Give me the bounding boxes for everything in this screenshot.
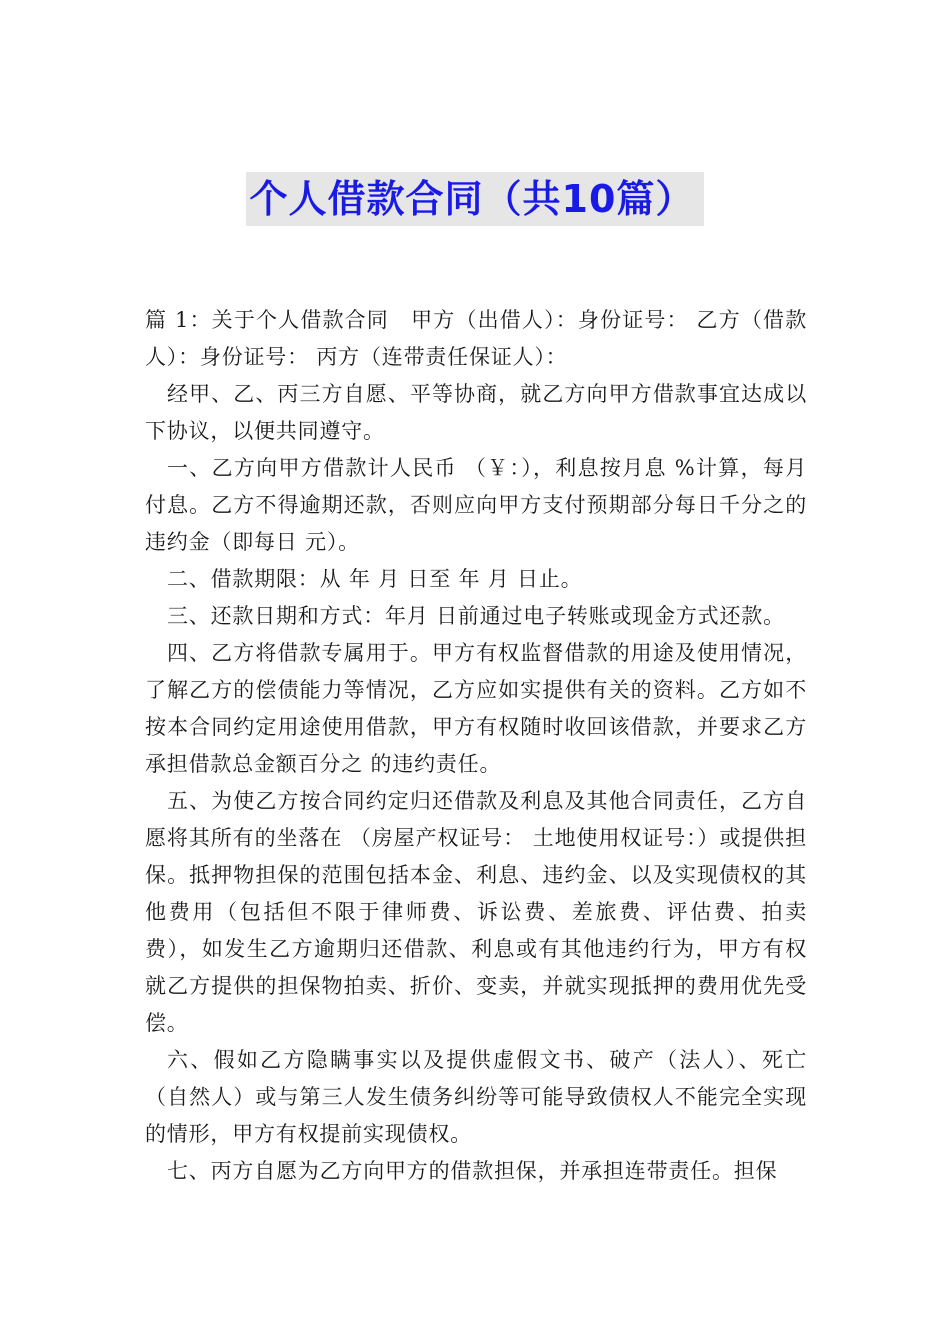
paragraph-clause-4: 四、乙方将借款专属用于。甲方有权监督借款的用途及使用情况，了解乙方的偿债能力等情况，乙方应如实提供有关的资料。乙方如不按本合同约定用途使用借款，甲方有权随时收回该借款，并要求乙方承担借款总金额百分之 的违约责任。 xyxy=(145,641,807,776)
paragraph-header: 篇 1：关于个人借款合同 甲方（出借人）：身份证号： 乙方（借款人）：身份证号： 丙方（连带责任保证人）： xyxy=(145,308,807,369)
document-body xyxy=(145,302,807,1190)
title-container xyxy=(0,172,950,226)
paragraph-clause-3: 三、还款日期和方式：年月 日前通过电子转账或现金方式还款。 xyxy=(167,604,785,628)
document-title: 个人借款合同（共10篇） xyxy=(246,172,705,226)
paragraph-clause-2: 二、借款期限：从 年 月 日至 年 月 日止。 xyxy=(167,567,583,591)
paragraph-clause-7: 七、丙方自愿为乙方向甲方的借款担保，并承担连带责任。担保 xyxy=(167,1159,778,1183)
paragraph-clause-1: 一、乙方向甲方借款计人民币 （￥：），利息按月息 %计算，每月付息。乙方不得逾期还款，否则应向甲方支付预期部分每日千分之的违约金（即每日 元）。 xyxy=(145,456,807,554)
paragraph-clause-6: 六、假如乙方隐瞒事实以及提供虚假文书、破产（法人）、死亡（自然人）或与第三人发生债务纠纷等可能导致债权人不能完全实现的情形，甲方有权提前实现债权。 xyxy=(145,1048,807,1146)
paragraph-clause-5: 五、为使乙方按合同约定归还借款及利息及其他合同责任，乙方自愿将其所有的坐落在 （房屋产权证号： 土地使用权证号：）或提供担保。抵押物担保的范围包括本金、利息、违约金、以及实现债权的其他费用（包括但不限于律师费、诉讼费、差旅费、评估费、拍卖费），如发生乙方逾期归还借款、利息或有其他违约行为，甲方有权就乙方提供的担保物拍卖、折价、变卖，并就实现抵押的费用优先受偿。 xyxy=(145,789,807,1035)
paragraph-intro: 经甲、乙、丙三方自愿、平等协商，就乙方向甲方借款事宜达成以下协议，以便共同遵守。 xyxy=(145,382,807,443)
